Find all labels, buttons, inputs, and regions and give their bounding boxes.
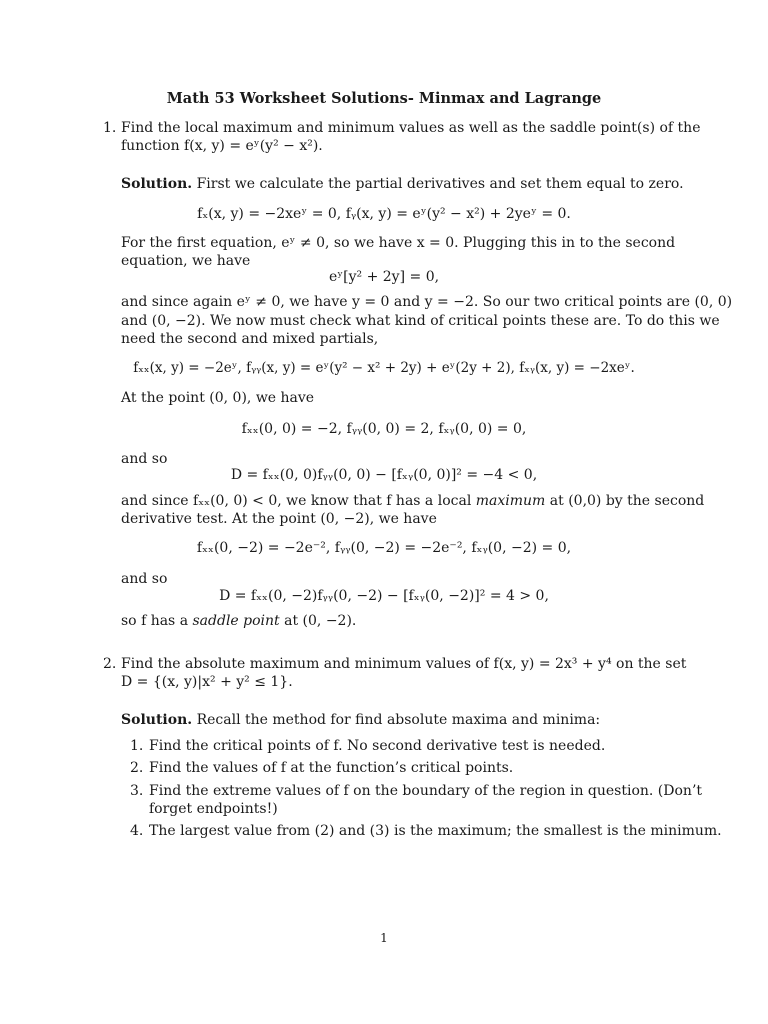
emphasis: maximum	[475, 493, 546, 509]
paragraph-line: and so	[121, 571, 168, 587]
solution-label: Solution.	[121, 712, 193, 728]
paragraph-line: For the first equation, eʸ ≠ 0, so we have x = 0. Plugging this in to the second	[121, 235, 676, 251]
paragraph-line: and (0, −2). We now must check what kind of critical points these are. To do this we	[121, 313, 720, 329]
paragraph-line: and since again eʸ ≠ 0, we have y = 0 and y = −2. So our two critical points are (0, 0)	[121, 294, 733, 310]
equation: D = fₓₓ(0, 0)fᵧᵧ(0, 0) − [fₓᵧ(0, 0)]² = −4 < 0,	[230, 467, 538, 483]
paragraph-line: derivative test. At the point (0, −2), we have	[121, 511, 437, 527]
equation: D = fₓₓ(0, −2)fᵧᵧ(0, −2) − [fₓᵧ(0, −2)]² = 4 > 0,	[219, 588, 549, 604]
problem-statement: D = {(x, y)|x² + y² ≤ 1}.	[121, 674, 293, 690]
emphasis: saddle point	[192, 613, 280, 629]
equation: fₓₓ(x, y) = −2eʸ, fᵧᵧ(x, y) = eʸ(y² − x² + 2y) + eʸ(2y + 2), fₓᵧ(x, y) = −2xeʸ.	[133, 360, 635, 376]
paragraph-line: At the point (0, 0), we have	[121, 390, 315, 406]
problem-number: 2.	[103, 656, 117, 672]
page-title: Math 53 Worksheet Solutions- Minmax and Lagrange	[166, 90, 602, 107]
solution-intro	[121, 711, 600, 729]
solution-text: Recall the method for find absolute maxima and minima:	[196, 712, 601, 728]
list-item: The largest value from (2) and (3) is the maximum; the smallest is the minimum.	[149, 823, 722, 839]
list-item-continuation: forget endpoints!)	[149, 801, 278, 817]
problem-statement: Find the absolute maximum and minimum values of f(x, y) = 2x³ + y⁴ on the set	[121, 656, 687, 672]
equation: eʸ[y² + 2y] = 0,	[328, 269, 440, 285]
page-number: 1	[380, 931, 388, 945]
paragraph-line: need the second and mixed partials,	[121, 331, 379, 347]
paragraph-line: and since fₓₓ(0, 0) < 0, we know that f has a local maximum at (0,0) by the second	[121, 493, 705, 509]
paragraph-line: and so	[121, 451, 168, 467]
paragraph-line: equation, we have	[121, 253, 251, 269]
equation: fₓₓ(0, −2) = −2e⁻², fᵧᵧ(0, −2) = −2e⁻², fₓᵧ(0, −2) = 0,	[196, 540, 572, 556]
equation: fₓₓ(0, 0) = −2, fᵧᵧ(0, 0) = 2, fₓᵧ(0, 0) = 0,	[241, 421, 527, 437]
list-item-number: 1.	[130, 738, 144, 754]
solution-text: First we calculate the partial derivatives and set them equal to zero.	[196, 176, 684, 192]
list-item: Find the extreme values of f on the boundary of the region in question. (Don’t	[149, 783, 703, 799]
problem-statement: function f(x, y) = eʸ(y² − x²).	[121, 138, 323, 154]
list-item: Find the critical points of f. No second derivative test is needed.	[149, 738, 606, 754]
problem-number: 1.	[103, 120, 117, 136]
solution-label: Solution.	[121, 176, 193, 192]
list-item-number: 4.	[130, 823, 144, 839]
list-item: Find the values of f at the function’s critical points.	[149, 760, 514, 776]
problem-statement: Find the local maximum and minimum values as well as the saddle point(s) of the	[121, 120, 701, 136]
equation: fₓ(x, y) = −2xeʸ = 0, fᵧ(x, y) = eʸ(y² − x²) + 2yeʸ = 0.	[197, 206, 571, 222]
paragraph-line: so f has a saddle point at (0, −2).	[121, 613, 357, 629]
list-item-number: 3.	[130, 783, 144, 799]
solution-intro	[121, 175, 684, 193]
list-item-number: 2.	[130, 760, 144, 776]
